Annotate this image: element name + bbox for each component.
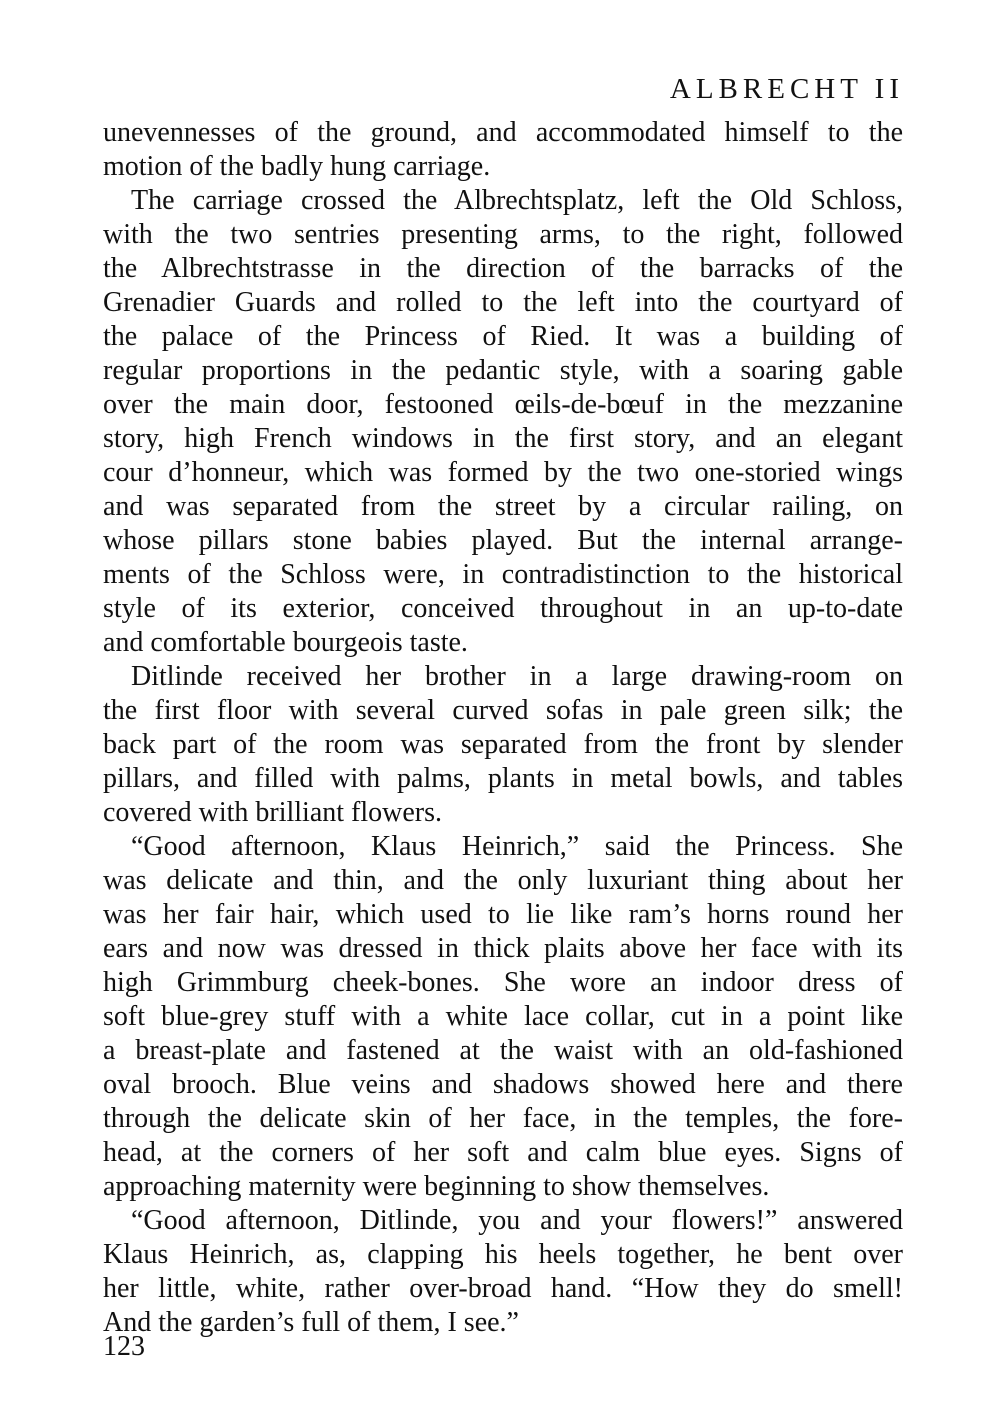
text-line: over the main door, festooned œils-de-bœuf in the mezzanine xyxy=(103,389,903,420)
text-line: and comfortable bourgeois taste. xyxy=(103,627,468,658)
text-line: ears and now was dressed in thick plaits above her face with its xyxy=(103,933,903,964)
text-line: soft blue-grey stuff with a white lace collar, cut in a point like xyxy=(103,1001,903,1032)
text-line: the Albrechtstrasse in the direction of the barracks of the xyxy=(103,253,903,284)
text-line: was her fair hair, which used to lie like ram’s horns round her xyxy=(103,899,903,930)
text-line: motion of the badly hung carriage. xyxy=(103,151,491,182)
text-line: through the delicate skin of her face, in the temples, the fore- xyxy=(103,1103,903,1134)
page-number: 123 xyxy=(103,1331,145,1362)
text-line: covered with brilliant flowers. xyxy=(103,797,443,828)
text-line: whose pillars stone babies played. But the internal arrange- xyxy=(103,525,903,556)
text-line: ments of the Schloss were, in contradistinction to the historical xyxy=(103,559,903,590)
text-line: cour d’honneur, which was formed by the two one-storied wings xyxy=(103,457,903,488)
text-line: the first floor with several curved sofas in pale green silk; the xyxy=(103,695,903,726)
text-line: Grenadier Guards and rolled to the left into the courtyard of xyxy=(103,287,903,318)
text-line: and was separated from the street by a circular railing, on xyxy=(103,491,903,522)
text-line: style of its exterior, conceived throughout in an up-to-date xyxy=(103,593,903,624)
text-line: a breast-plate and fastened at the waist with an old-fashioned xyxy=(103,1035,903,1066)
text-line: with the two sentries presenting arms, to the right, followed xyxy=(103,219,903,250)
text-line: back part of the room was separated from the front by slender xyxy=(103,729,903,760)
text-line: pillars, and filled with palms, plants in metal bowls, and tables xyxy=(103,763,903,794)
text-line: unevennesses of the ground, and accommodated himself to the xyxy=(103,117,903,148)
text-line: oval brooch. Blue veins and shadows showed here and there xyxy=(103,1069,903,1100)
text-line: her little, white, rather over-broad hand. “How they do smell! xyxy=(103,1273,903,1304)
text-line: was delicate and thin, and the only luxuriant thing about her xyxy=(103,865,903,896)
text-line: “Good afternoon, Ditlinde, you and your flowers!” answered xyxy=(131,1205,903,1236)
text-line: And the garden’s full of them, I see.” xyxy=(103,1307,519,1338)
text-line: head, at the corners of her soft and calm blue eyes. Signs of xyxy=(103,1137,903,1168)
text-line: regular proportions in the pedantic style, with a soaring gable xyxy=(103,355,903,386)
text-line: The carriage crossed the Albrechtsplatz, left the Old Schloss, xyxy=(131,185,903,216)
body-text xyxy=(103,116,903,1340)
running-head: ALBRECHT II xyxy=(669,73,904,105)
text-line: the palace of the Princess of Ried. It was a building of xyxy=(103,321,903,352)
text-line: Klaus Heinrich, as, clapping his heels together, he bent over xyxy=(103,1239,903,1270)
text-line: approaching maternity were beginning to show themselves. xyxy=(103,1171,770,1202)
text-line: Ditlinde received her brother in a large drawing-room on xyxy=(131,661,903,692)
text-line: high Grimmburg cheek-bones. She wore an indoor dress of xyxy=(103,967,903,998)
text-line: story, high French windows in the first story, and an elegant xyxy=(103,423,903,454)
text-line: “Good afternoon, Klaus Heinrich,” said the Princess. She xyxy=(131,831,903,862)
